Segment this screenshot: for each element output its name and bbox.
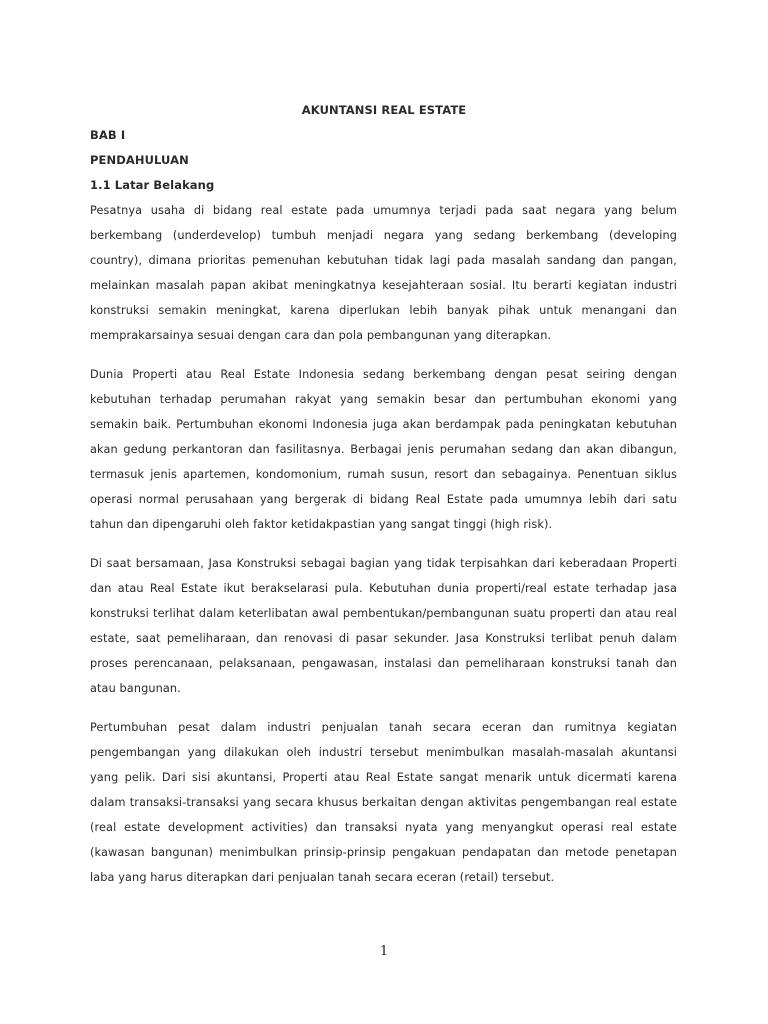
paragraph-3: Di saat bersamaan, Jasa Konstruksi sebagai bagian yang tidak terpisahkan dari keberadaan Properti dan atau Real Estate ikut berakselarasi pula. Kebutuhan dunia properti/real estate terhadap jasa konstruksi terlihat dalam keterlibatan awal pembentukan/pembangunan suatu properti dan atau real estate, saat pemeliharaan, dan renovasi di pasar sekunder. Jasa Konstruksi terlibat penuh dalam proses perencanaan, pelaksanaan, pengawasan, instalasi dan pemeliharaan konstruksi tanah dan atau bangunan.: [90, 557, 677, 695]
paragraph-2: Dunia Properti atau Real Estate Indonesia sedang berkembang dengan pesat seiring dengan kebutuhan terhadap perumahan rakyat yang semakin besar dan pertumbuhan ekonomi yang semakin baik. Pertumbuhan ekonomi Indonesia juga akan berdampak pada peningkatan kebutuhan akan gedung perkantoran dan fasilitasnya. Berbagai jenis perumahan sedang dan akan dibangun, termasuk jenis apartemen, kondomonium, rumah susun, resort dan sebagainya. Penentuan siklus operasi normal perusahaan yang bergerak di bidang Real Estate pada umumnya lebih dari satu tahun dan dipengaruhi oleh faktor ketidakpastian yang sangat tinggi (high risk).: [90, 368, 677, 531]
paragraph-1: Pesatnya usaha di bidang real estate pada umumnya terjadi pada saat negara yang belum berkembang (underdevelop) tumbuh menjadi negara yang sedang berkembang (developing country), dimana prioritas pemenuhan kebutuhan tidak lagi pada masalah sandang dan pangan, melainkan masalah papan akibat meningkatnya kesejahteraan sosial. Itu berarti kegiatan industri konstruksi semakin meningkat, karena diperlukan lebih banyak pihak untuk menangani dan memprakarsainya sesuai dengan cara dan pola pembangunan yang diterapkan.: [90, 204, 677, 342]
section-heading: 1.1 Latar Belakang: [90, 178, 215, 192]
paragraph-4: Pertumbuhan pesat dalam industri penjualan tanah secara eceran dan rumitnya kegiatan pengembangan yang dilakukan oleh industri tersebut menimbulkan masalah-masalah akuntansi yang pelik. Dari sisi akuntansi, Properti atau Real Estate sangat menarik untuk dicermati karena dalam transaksi-transaksi yang secara khusus berkaitan dengan aktivitas pengembangan real estate (real estate development activities) dan transaksi nyata yang menyangkut operasi real estate (kawasan bangunan) menimbulkan prinsip-prinsip pengakuan pendapatan dan metode penetapan laba yang harus diterapkan dari penjualan tanah secara eceran (retail) tersebut.: [90, 721, 677, 884]
page-number: 1: [379, 944, 389, 959]
chapter-title: PENDAHULUAN: [90, 153, 189, 167]
document-title: AKUNTANSI REAL ESTATE: [301, 103, 467, 117]
chapter-heading: BAB I: [90, 128, 126, 142]
